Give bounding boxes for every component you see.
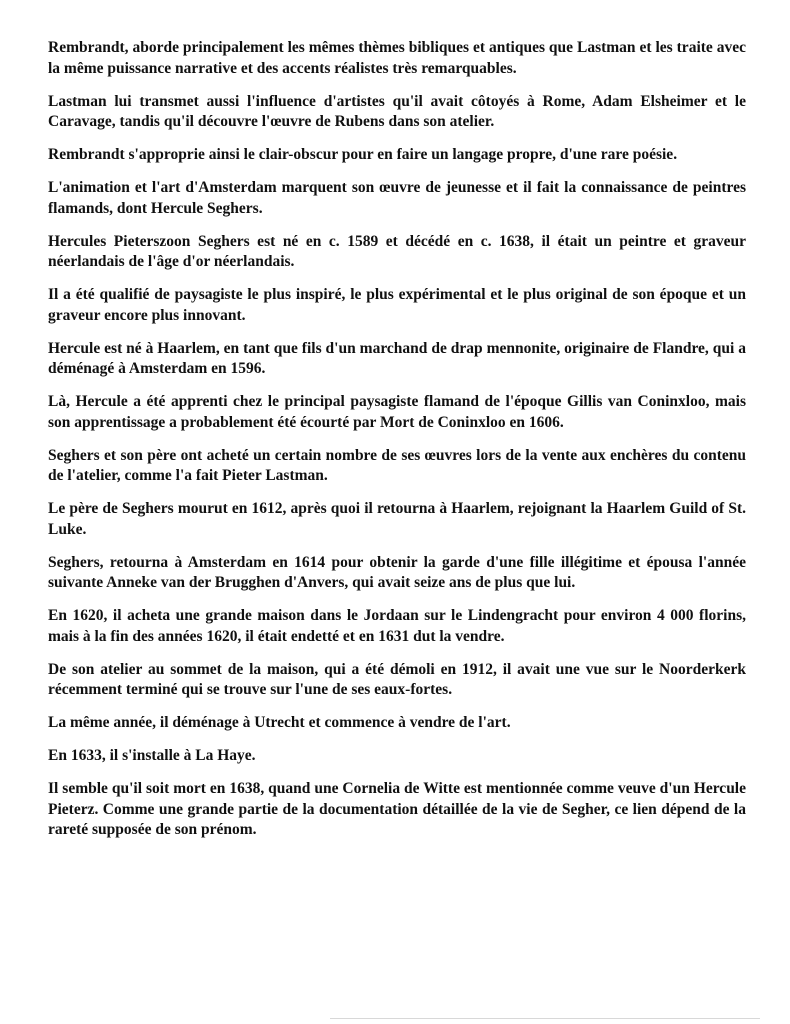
paragraph-la-haye: En 1633, il s'installe à La Haye. [48, 747, 256, 764]
paragraph-seghers-qualified: Il a été qualifié de paysagiste le plus inspiré, le plus expérimental et le plus original de son époque et un graveur encore plus innovant. [48, 286, 746, 324]
scan-edge-line [330, 1018, 760, 1019]
paragraph-rembrandt-themes: Rembrandt, aborde principalement les mêmes thèmes bibliques et antiques que Lastman et les traite avec la même puissance narrative et des accents réalistes très remarquables. [48, 39, 746, 77]
paragraph-marriage: Seghers, retourna à Amsterdam en 1614 pour obtenir la garde d'une fille illégitime et épousa l'année suivante Anneke van der Brugghen d'Anvers, qui avait seize ans de plus que lui. [48, 553, 746, 591]
paragraph-death: Il semble qu'il soit mort en 1638, quand une Cornelia de Witte est mentionnée comme veuve d'un Hercule Pieterz. Comme une grande partie de la documentation détaillée de la vie de Segher, ce lien dépend de la rareté supposée de son prénom. [48, 780, 746, 838]
paragraph-apprenticeship: Là, Hercule a été apprenti chez le principal paysagiste flamand de l'époque Gillis van Coninxloo, mais son apprentissage a probablement été écourté par Mort de Coninxloo en 1606. [48, 393, 746, 431]
paragraph-atelier-view: De son atelier au sommet de la maison, qui a été démoli en 1912, il avait une vue sur le Noorderkerk récemment terminé qui se trouve sur l'une de ses eaux-fortes. [48, 660, 746, 698]
paragraph-father-death: Le père de Seghers mourut en 1612, après quoi il retourna à Haarlem, rejoignant la Haarlem Guild of St. Luke. [48, 500, 746, 538]
paragraph-haarlem-origin: Hercule est né à Haarlem, en tant que fils d'un marchand de drap mennonite, originaire de Flandre, qui a déménagé à Amsterdam en 1596. [48, 339, 746, 377]
document-page [48, 38, 746, 853]
paragraph-clair-obscur: Rembrandt s'approprie ainsi le clair-obscur pour en faire un langage propre, d'une rare poésie. [48, 146, 678, 163]
paragraph-seghers-birth: Hercules Pieterszoon Seghers est né en c. 1589 et décédé en c. 1638, il était un peintre et graveur néerlandais de l'âge d'or néerlandais. [48, 232, 746, 270]
paragraph-house-purchase: En 1620, il acheta une grande maison dans le Jordaan sur le Lindengracht pour environ 4 000 florins, mais à la fin des années 1620, il était endetté et en 1631 dut la vendre. [48, 607, 746, 645]
paragraph-auction: Seghers et son père ont acheté un certain nombre de ses œuvres lors de la vente aux enchères du contenu de l'atelier, comme l'a fait Pieter Lastman. [48, 446, 746, 484]
paragraph-utrecht: La même année, il déménage à Utrecht et commence à vendre de l'art. [48, 714, 511, 731]
paragraph-amsterdam-youth: L'animation et l'art d'Amsterdam marquent son œuvre de jeunesse et il fait la connaissance de peintres flamands, dont Hercule Seghers. [48, 179, 746, 217]
paragraph-lastman-influence: Lastman lui transmet aussi l'influence d'artistes qu'il avait côtoyés à Rome, Adam Elsheimer et le Caravage, tandis qu'il découvre l'œuvre de Rubens dans son atelier. [48, 92, 746, 130]
